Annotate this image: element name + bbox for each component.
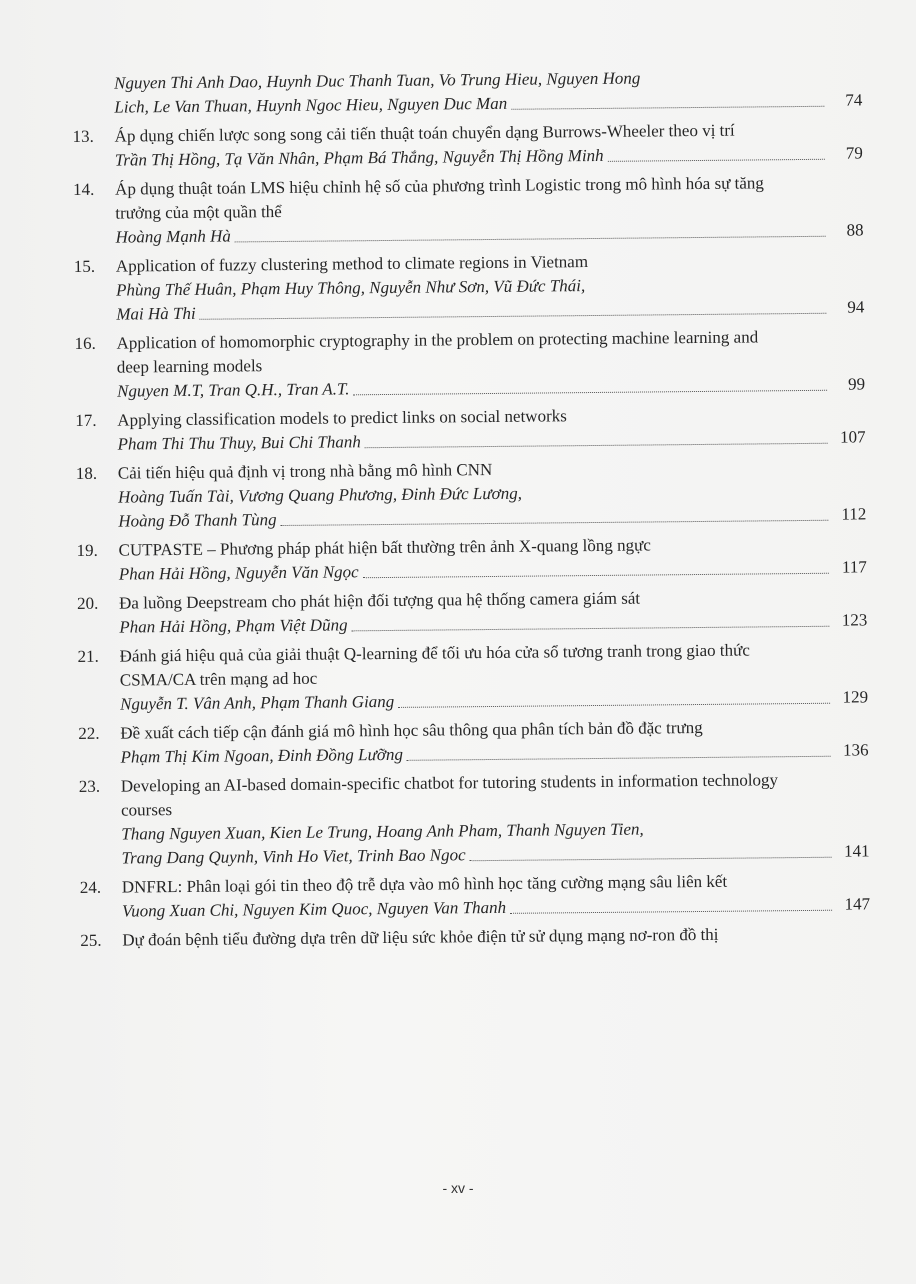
author-line: Phùng Thế Huân, Phạm Huy Thông, Nguyễn Như Sơn, Vũ Đức Thái, bbox=[116, 276, 586, 300]
entry-title: Application of fuzzy clustering method to climate regions in Vietnam bbox=[115, 252, 589, 276]
toc-entry bbox=[73, 117, 863, 173]
entry-title-row bbox=[78, 637, 868, 693]
page-number: 94 bbox=[847, 297, 865, 317]
page-number: 129 bbox=[842, 687, 869, 707]
entry-number: 18. bbox=[75, 463, 98, 483]
toc-entry bbox=[79, 767, 870, 871]
author-names: Phan Hải Hồng, Phạm Việt Dũng bbox=[119, 615, 348, 637]
entry-title: Applying classification models to predict links on social networks bbox=[117, 406, 567, 430]
toc-entry bbox=[76, 454, 867, 534]
entry-title: DNFRL: Phân loại gói tin theo độ trễ dựa vào mô hình học tăng cường mạng sâu liên kết bbox=[121, 871, 728, 897]
author-names: Hoàng Đỗ Thanh Tùng bbox=[118, 510, 277, 531]
entry-number: 25. bbox=[80, 930, 102, 950]
page-number: 79 bbox=[845, 143, 863, 163]
dot-leader bbox=[407, 756, 831, 761]
entry-number: 17. bbox=[75, 410, 97, 430]
author-names: Pham Thi Thu Thuy, Bui Chi Thanh bbox=[117, 432, 361, 454]
toc-entry-continued bbox=[72, 64, 862, 120]
toc-entry bbox=[76, 531, 866, 587]
entry-title: Dự đoán bệnh tiểu đường dựa trên dữ liệu sức khỏe điện tử sử dụng mạng nơ-ron đồ thị bbox=[122, 924, 719, 950]
dot-leader bbox=[608, 159, 825, 162]
page-number: 107 bbox=[839, 427, 866, 447]
dot-leader bbox=[470, 857, 832, 861]
dot-leader bbox=[511, 106, 824, 110]
page-number: 147 bbox=[844, 894, 871, 914]
entry-title: Application of homomorphic cryptography in the problem on protecting machine learning and deep learning models bbox=[116, 327, 759, 377]
page-number: 117 bbox=[841, 557, 867, 577]
author-names: Trang Dang Quynh, Vinh Ho Viet, Trinh Bao Ngoc bbox=[121, 845, 466, 868]
entry-number: 23. bbox=[78, 776, 101, 796]
entry-title-row bbox=[74, 324, 864, 380]
entry-number: 24. bbox=[79, 877, 102, 897]
author-names: Vuong Xuan Chi, Nguyen Kim Quoc, Nguyen Van Thanh bbox=[121, 897, 507, 921]
author-names: Lich, Le Van Thuan, Huynh Ngoc Hieu, Nguyen Duc Man bbox=[114, 93, 508, 117]
page-number: 136 bbox=[842, 740, 869, 760]
toc-entry bbox=[75, 401, 865, 457]
entry-title: Áp dụng chiến lược song song cải tiến thuật toán chuyển dạng Burrows-Wheeler theo vị trí bbox=[114, 120, 735, 146]
entry-title: Cải tiến hiệu quả định vị trong nhà bằng mô hình CNN bbox=[117, 459, 493, 483]
dot-leader bbox=[281, 520, 829, 526]
toc-entry bbox=[80, 868, 870, 924]
dot-leader bbox=[352, 626, 830, 632]
author-names: Nguyễn T. Vân Anh, Phạm Thanh Giang bbox=[119, 691, 395, 714]
toc-entry bbox=[80, 921, 870, 953]
toc-entry bbox=[74, 247, 865, 327]
entry-title: Đánh giá hiệu quả của giải thuật Q-learning để tối ưu hóa cửa sổ tương tranh trong giao thức CSMA/CA trên mạng ad hoc bbox=[119, 640, 750, 690]
toc-entry bbox=[78, 714, 868, 770]
dot-leader bbox=[363, 573, 829, 578]
page-number: 88 bbox=[846, 220, 864, 240]
dot-leader bbox=[365, 443, 828, 448]
dot-leader bbox=[235, 236, 826, 243]
toc-entry bbox=[74, 324, 865, 404]
entry-number: 21. bbox=[77, 646, 99, 666]
toc-entry-list bbox=[73, 117, 871, 953]
author-names: Hoàng Mạnh Hà bbox=[115, 226, 231, 247]
entry-number: 19. bbox=[76, 540, 98, 560]
entry-title: CUTPASTE – Phương pháp phát hiện bất thường trên ảnh X-quang lồng ngực bbox=[118, 535, 651, 560]
table-of-contents bbox=[72, 64, 870, 958]
entry-title-row bbox=[79, 767, 869, 823]
entry-number: 16. bbox=[74, 333, 96, 353]
dot-leader bbox=[398, 703, 830, 708]
author-line: Hoàng Tuấn Tài, Vương Quang Phương, Đinh Đức Lương, bbox=[117, 483, 523, 507]
entry-number: 14. bbox=[73, 179, 95, 199]
entry-number: 15. bbox=[73, 256, 96, 276]
entry-title: Đa luồng Deepstream cho phát hiện đối tượng qua hệ thống camera giám sát bbox=[119, 588, 641, 613]
page-number: 123 bbox=[841, 610, 868, 630]
dot-leader bbox=[510, 910, 832, 914]
entry-number: 22. bbox=[78, 723, 100, 743]
page-number: 99 bbox=[847, 374, 866, 394]
author-names: Nguyen M.T, Tran Q.H., Tran A.T. bbox=[116, 379, 350, 401]
author-names: Trần Thị Hồng, Tạ Văn Nhân, Phạm Bá Thắng, Nguyễn Thị Hồng Minh bbox=[114, 145, 604, 170]
author-line: Nguyen Thi Anh Dao, Huynh Duc Thanh Tuan, Vo Trung Hieu, Nguyen Hong bbox=[114, 68, 641, 93]
entry-title-row bbox=[73, 170, 863, 226]
page-footer: - xv - bbox=[442, 1180, 474, 1196]
toc-entry bbox=[78, 637, 869, 717]
dot-leader bbox=[200, 313, 827, 320]
entry-title: Đề xuất cách tiếp cận đánh giá mô hình học sâu thông qua phân tích bản đồ đặc trưng bbox=[120, 717, 703, 743]
dot-leader bbox=[353, 390, 827, 396]
author-names: Phạm Thị Kim Ngoan, Đinh Đồng Lưỡng bbox=[120, 744, 404, 767]
page-number: 141 bbox=[843, 841, 870, 861]
entry-number: 13. bbox=[72, 126, 94, 146]
page-number: 112 bbox=[841, 504, 867, 524]
entry-title: Developing an AI-based domain-specific chatbot for tutoring students in information technology courses bbox=[120, 770, 779, 820]
entry-title: Áp dụng thuật toán LMS hiệu chỉnh hệ số của phương trình Logistic trong mô hình hóa sự tăng trưởng của một quần thể bbox=[115, 173, 764, 223]
toc-entry bbox=[73, 170, 864, 250]
author-line: Thang Nguyen Xuan, Kien Le Trung, Hoang Anh Pham, Thanh Nguyen Tien, bbox=[121, 819, 644, 844]
toc-entry bbox=[77, 584, 867, 640]
entry-title-row bbox=[80, 921, 870, 953]
page-number: 74 bbox=[845, 90, 863, 110]
author-names: Mai Hà Thi bbox=[116, 303, 196, 324]
author-names: Phan Hải Hồng, Nguyễn Văn Ngọc bbox=[118, 562, 359, 584]
entry-number: 20. bbox=[77, 593, 99, 613]
